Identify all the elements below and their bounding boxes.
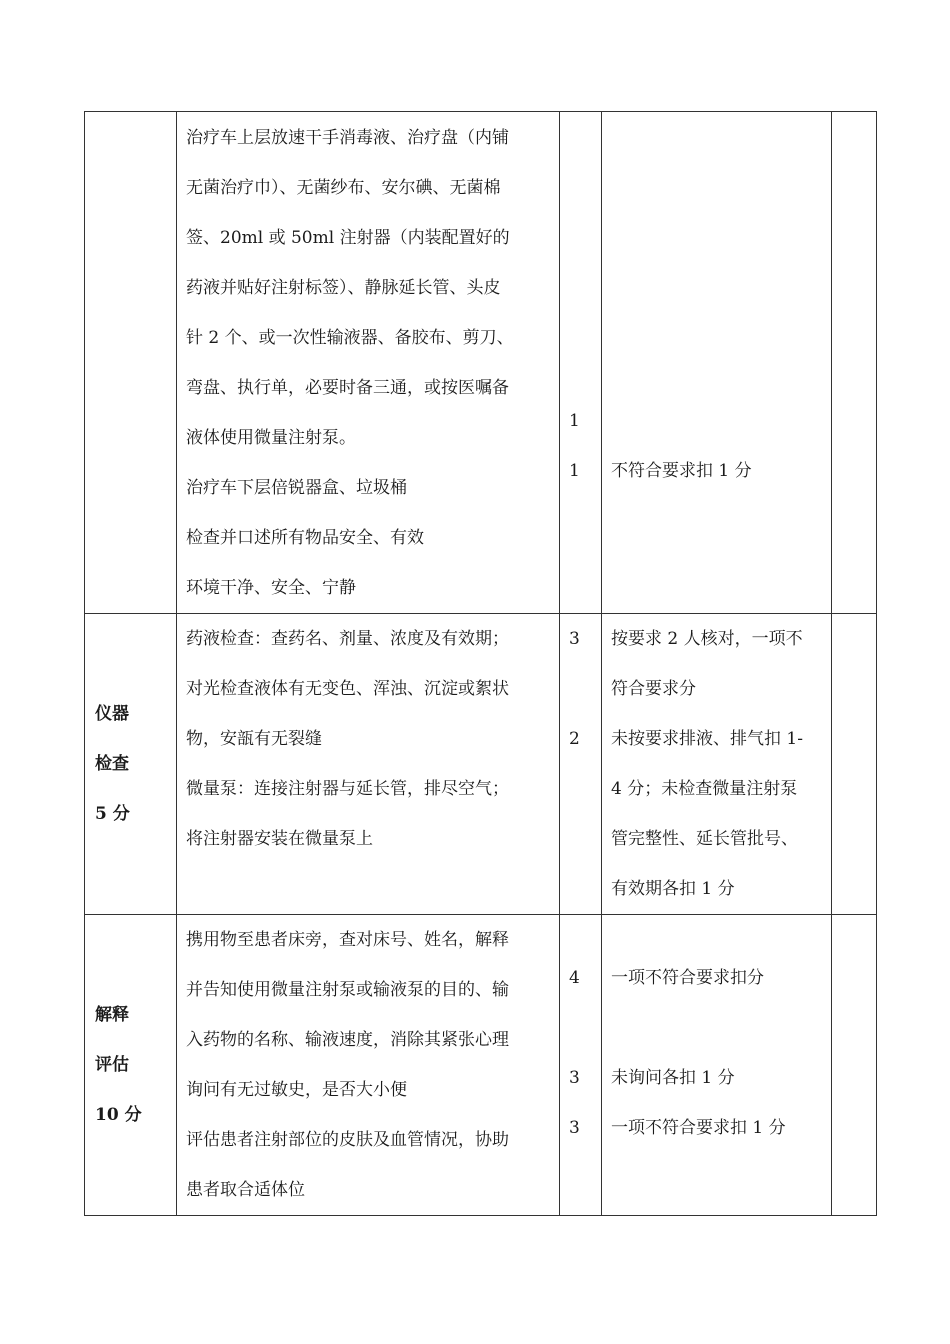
- score-cell: [560, 112, 602, 614]
- content-line: 签、20ml 或 50ml 注射器（内装配置好的: [186, 228, 510, 248]
- deduction-text: 符合要求分: [611, 679, 696, 699]
- deduction-text: 一项不符合要求扣分: [611, 968, 764, 988]
- category-cell: [85, 915, 177, 1216]
- extra-cell: [832, 915, 877, 1216]
- deduction-text: 4 分；未检查微量注射泵: [611, 779, 798, 799]
- category-label: 评估: [95, 1055, 129, 1075]
- score-cell: [560, 614, 602, 915]
- extra-cell: [832, 614, 877, 915]
- deduction-text: 按要求 2 人核对，一项不: [611, 629, 803, 649]
- content-cell: [177, 915, 560, 1216]
- content-line: 无菌治疗巾）、无菌纱布、安尔碘、无菌棉: [186, 178, 501, 198]
- content-cell: [177, 112, 560, 614]
- score-value: 4: [569, 968, 580, 988]
- scoring-table: [84, 111, 877, 1216]
- category-label: 检查: [95, 754, 129, 774]
- deduction-text: 一项不符合要求扣 1 分: [611, 1118, 786, 1138]
- score-value: 1: [569, 411, 580, 431]
- table-row: [85, 614, 877, 915]
- content-line: 治疗车下层倍锐器盒、垃圾桶: [186, 478, 407, 498]
- content-line: 并告知使用微量注射泵或输液泵的目的、输: [186, 980, 509, 1000]
- extra-cell: [832, 112, 877, 614]
- deduction-cell: [602, 112, 832, 614]
- content-line: 将注射器安装在微量泵上: [186, 829, 373, 849]
- content-line: 微量泵：连接注射器与延长管，排尽空气；: [186, 779, 509, 799]
- content-line: 对光检查液体有无变色、浑浊、沉淀或絮状: [186, 679, 509, 699]
- content-line: 药液检查：查药名、剂量、浓度及有效期；: [186, 629, 509, 649]
- content-line: 弯盘、执行单，必要时备三通，或按医嘱备: [186, 378, 509, 398]
- score-value: 3: [569, 1118, 580, 1138]
- score-cell: [560, 915, 602, 1216]
- score-value: 1: [569, 461, 580, 481]
- category-label: 仪器: [95, 704, 129, 724]
- deduction-text: 未询问各扣 1 分: [611, 1068, 735, 1088]
- content-line: 物，安瓿有无裂缝: [186, 729, 322, 749]
- score-value: 3: [569, 1068, 580, 1088]
- category-label: 解释: [95, 1005, 129, 1025]
- content-cell: [177, 614, 560, 915]
- content-line: 询问有无过敏史，是否大小便: [186, 1080, 407, 1100]
- content-line: 药液并贴好注射标签）、静脉延长管、头皮: [186, 278, 501, 298]
- score-value: 3: [569, 629, 580, 649]
- content-line: 检查并口述所有物品安全、有效: [186, 528, 424, 548]
- deduction-text: 不符合要求扣 1 分: [611, 461, 752, 481]
- content-line: 针 2 个、或一次性输液器、备胶布、剪刀、: [186, 328, 514, 348]
- category-cell: [85, 614, 177, 915]
- deduction-cell: [602, 614, 832, 915]
- deduction-text: 未按要求排液、排气扣 1-: [611, 729, 803, 749]
- table-row: [85, 915, 877, 1216]
- content-line: 评估患者注射部位的皮肤及血管情况，协助: [186, 1130, 509, 1150]
- score-value: 2: [569, 729, 580, 749]
- content-line: 环境干净、安全、宁静: [186, 578, 356, 598]
- content-line: 携用物至患者床旁，查对床号、姓名，解释: [186, 930, 509, 950]
- content-line: 入药物的名称、输液速度，消除其紧张心理: [186, 1030, 509, 1050]
- category-score: 10 分: [95, 1105, 142, 1125]
- category-score: 5 分: [95, 804, 130, 824]
- deduction-cell: [602, 915, 832, 1216]
- deduction-text: 有效期各扣 1 分: [611, 879, 735, 899]
- content-line: 液体使用微量注射泵。: [186, 428, 356, 448]
- category-cell: [85, 112, 177, 614]
- deduction-text: 管完整性、延长管批号、: [611, 829, 798, 849]
- content-line: 患者取合适体位: [186, 1180, 305, 1200]
- table-row: [85, 112, 877, 614]
- content-line: 治疗车上层放速干手消毒液、治疗盘（内铺: [186, 128, 509, 148]
